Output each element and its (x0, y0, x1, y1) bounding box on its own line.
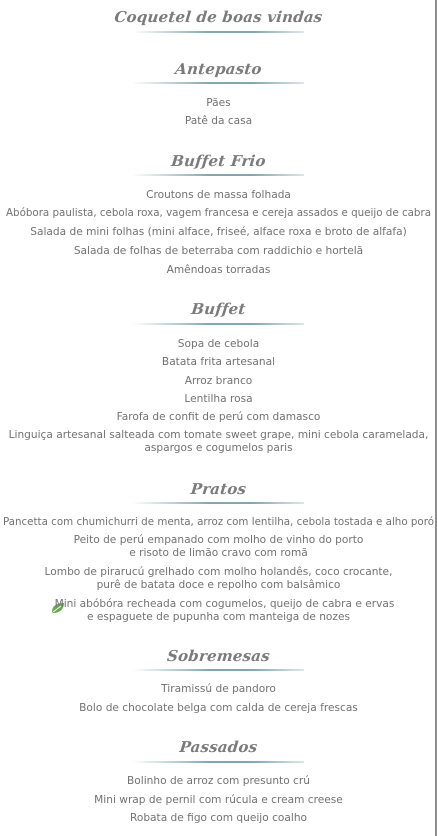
menu-item: Peito de perú empanado com molho de vinho do porto (73, 534, 364, 546)
section-title-passados: Passados (178, 738, 259, 756)
divider-sobremesas (132, 669, 304, 671)
section-title-pratos: Pratos (189, 480, 248, 498)
menu-item: Amêndoas torradas (166, 264, 271, 276)
divider-pratos (132, 502, 304, 504)
divider-passados (132, 761, 304, 763)
menu-item: Bolinho de arroz com presunto crú (127, 775, 310, 787)
menu-item: Lentilha rosa (184, 393, 253, 405)
section-title-buffet: Buffet (190, 300, 247, 318)
menu-item: Linguiça artesanal salteada com tomate sweet grape, mini cebola caramelada, (8, 429, 429, 441)
menu-item: purê de batata doce e repolho com balsâmico (96, 579, 341, 591)
menu-item: Lombo de pirarucú grelhado com molho holandês, coco crocante, (44, 566, 393, 578)
menu-item: Croutons de massa folhada (146, 189, 291, 201)
menu-item: Pancetta com chumichurri de menta, arroz com lentilha, cebola tostada e alho poró (2, 516, 435, 528)
menu-item: Pães (206, 97, 231, 109)
section-title-buffet-frio: Buffet Frio (170, 152, 267, 170)
divider-coquetel (132, 31, 304, 33)
menu-item: Arroz branco (184, 375, 253, 387)
menu-item: Farofa de confit de perú com damasco (116, 411, 321, 423)
section-title-sobremesas: Sobremesas (166, 647, 271, 665)
menu-item: Mini abóbóra recheada com cogumelos, queijo de cabra e ervas (54, 598, 395, 610)
menu-item: Tiramissú de pandoro (161, 683, 276, 695)
divider-buffet-frio (132, 174, 304, 176)
menu-item: Salada de folhas de beterraba com raddichio e hortelã (73, 245, 364, 257)
menu-item: Patê da casa (184, 115, 253, 127)
menu-item: Sopa de cebola (177, 338, 260, 350)
divider-antepasto (132, 82, 304, 84)
menu-item: e espaguete de pupunha com manteiga de nozes (86, 611, 351, 623)
section-title-coquetel: Coquetel de boas vindas (113, 8, 324, 26)
menu-item: Robata de figo com queijo coalho (129, 812, 308, 824)
menu-item: Bolo de chocolate belga com calda de cereja frescas (79, 702, 358, 714)
menu-item: Mini wrap de pernil com rúcula e cream creese (94, 794, 343, 806)
menu-item: aspargos e cogumelos paris (144, 442, 293, 454)
menu-item: Batata frita artesanal (161, 356, 276, 368)
section-title-antepasto: Antepasto (174, 60, 263, 78)
divider-buffet (132, 323, 304, 325)
menu-item: Abóbora paulista, cebola roxa, vagem francesa e cereja assados e queijo de cabra (5, 207, 432, 219)
menu-item: Salada de mini folhas (mini alface, friseé, alface roxa e broto de alfafa) (30, 226, 407, 238)
menu-item: e risoto de limão cravo com romã (129, 547, 308, 559)
